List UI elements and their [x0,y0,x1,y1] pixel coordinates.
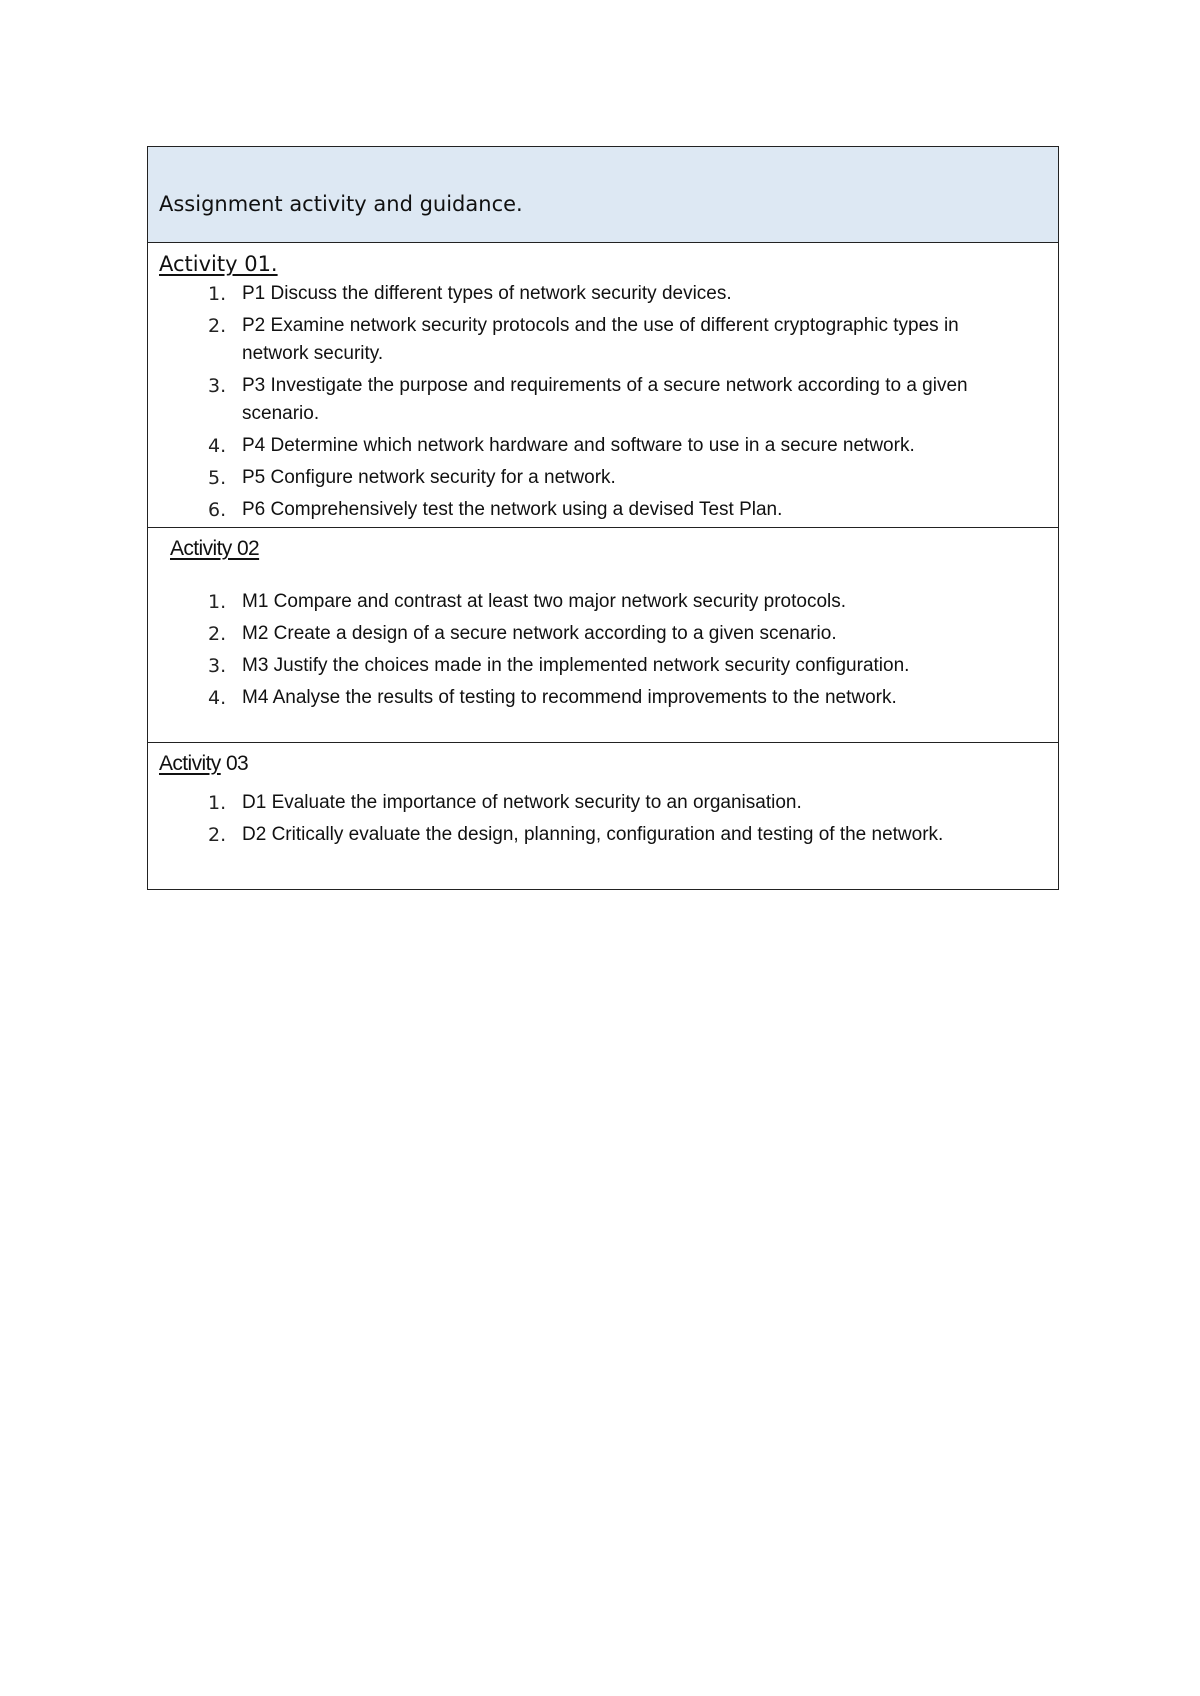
list-item-text: P3 Investigate the purpose and requirements of a secure network according to a given scenario. [242,375,968,424]
list-item-number: 3. [208,655,227,677]
list-item [170,652,1002,680]
list-item [159,821,1002,849]
list-item-number: 1. [208,591,227,613]
list-item [159,280,1002,308]
activity-03-heading [159,751,248,777]
activity-01-list [159,280,1058,524]
list-item [170,620,1002,648]
list-item-text: P1 Discuss the different types of network security devices. [242,283,732,304]
list-item-text: M4 Analyse the results of testing to recommend improvements to the network. [242,687,897,708]
list-item-text: D2 Critically evaluate the design, planning, configuration and testing of the network. [242,824,944,845]
activity-01-cell [148,243,1058,528]
activity-03-heading-number: 03 [220,752,249,775]
list-item-text: P6 Comprehensively test the network using a devised Test Plan. [242,499,783,520]
list-item-text: P4 Determine which network hardware and software to use in a secure network. [242,435,915,456]
list-item [159,789,1002,817]
list-item-text: M3 Justify the choices made in the implemented network security configuration. [242,655,910,676]
list-item [159,432,1002,460]
list-item [159,496,1002,524]
list-item-text: P2 Examine network security protocols and the use of different cryptographic types in network security. [242,315,959,364]
list-item [159,464,1002,492]
list-item-number: 4. [208,687,227,709]
list-item [159,312,1002,368]
list-item-text: M2 Create a design of a secure network according to a given scenario. [242,623,837,644]
list-item-number: 5. [208,467,227,489]
assignment-table [147,146,1059,890]
activity-03-list [159,789,1058,849]
list-item-number: 1. [208,792,227,814]
list-item-text: P5 Configure network security for a network. [242,467,616,488]
table-header-title: Assignment activity and guidance. [159,192,523,216]
activity-02-heading: Activity 02 [170,537,260,560]
activity-02-list [170,588,1058,712]
list-item-text: D1 Evaluate the importance of network security to an organisation. [242,792,802,813]
activity-03-cell [148,743,1058,889]
activity-03-heading-word: Activity [159,752,221,775]
list-item-number: 2. [208,623,227,645]
activity-02-cell [148,528,1058,743]
table-header-cell [148,147,1058,243]
list-item-number: 6. [208,499,227,521]
list-item-number: 1. [208,283,227,305]
list-item [159,372,1002,428]
activity-01-heading: Activity 01. [159,252,278,276]
list-item-number: 4. [208,435,227,457]
list-item [170,588,1002,616]
list-item [170,684,1002,712]
list-item-text: M1 Compare and contrast at least two major network security protocols. [242,591,847,612]
list-item-number: 2. [208,315,227,337]
list-item-number: 2. [208,824,227,846]
list-item-number: 3. [208,375,227,397]
